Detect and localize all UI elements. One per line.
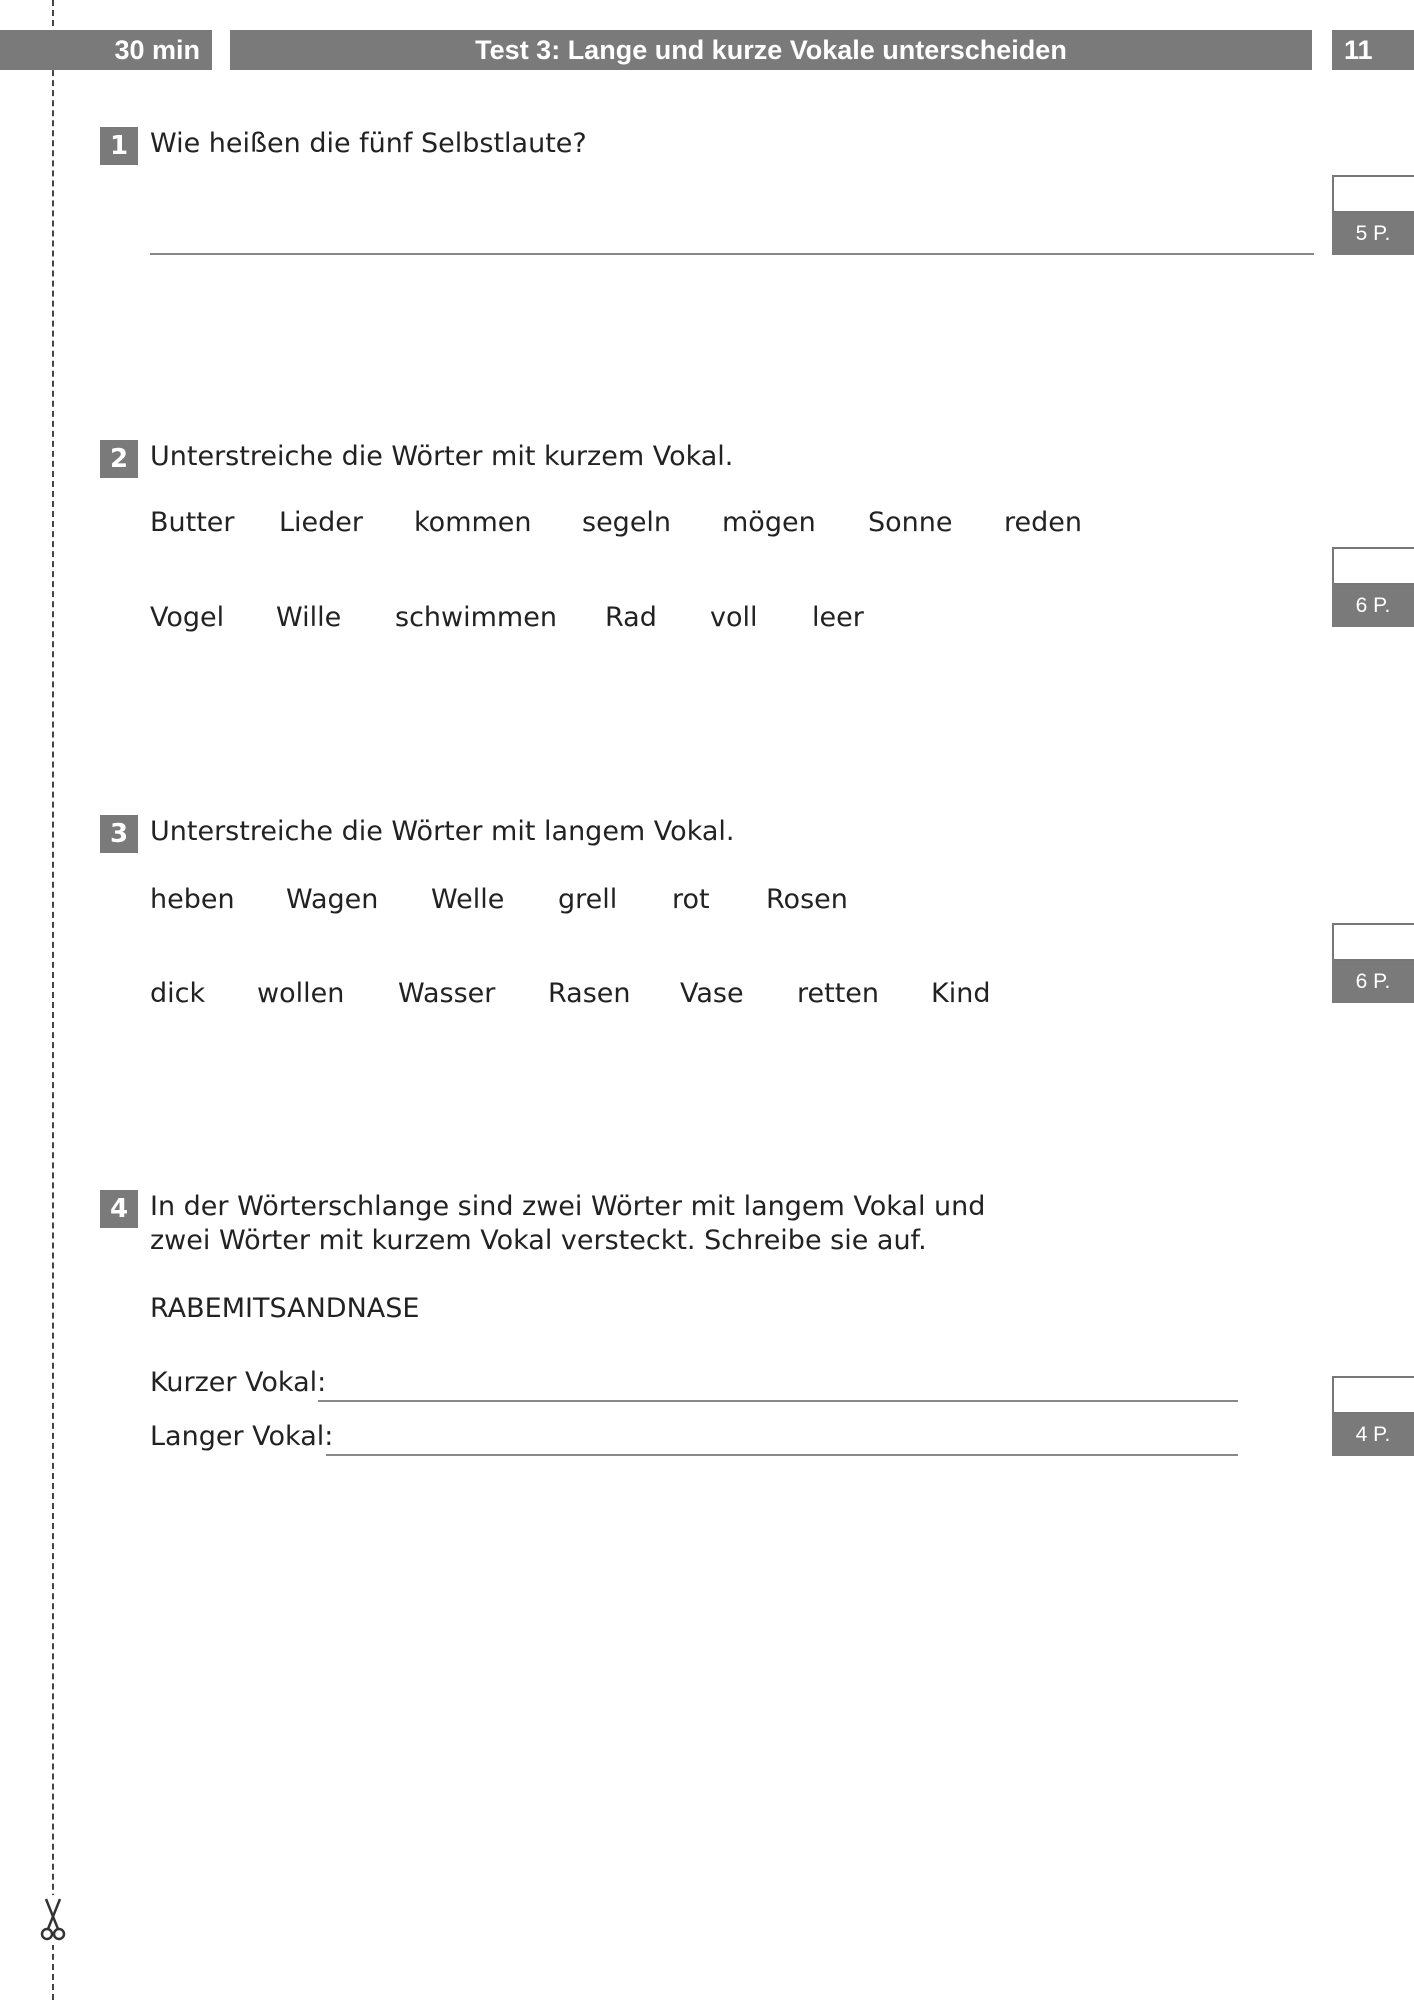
short-vowel-label: Kurzer Vokal: [150, 1367, 327, 1398]
task-3-score-box [1332, 923, 1414, 1003]
word[interactable]: leer [812, 602, 864, 633]
word[interactable]: rot [672, 884, 710, 915]
task-4-score-field[interactable] [1332, 1376, 1414, 1414]
word[interactable]: mögen [722, 507, 816, 538]
word[interactable]: heben [150, 884, 235, 915]
word[interactable]: Butter [150, 507, 235, 538]
task-3-text: Unterstreiche die Wörter mit langem Vokal. [150, 816, 735, 847]
word[interactable]: Lieder [279, 507, 364, 538]
long-vowel-answer-line[interactable] [326, 1454, 1238, 1456]
word[interactable]: reden [1004, 507, 1082, 538]
short-vowel-answer-line[interactable] [318, 1400, 1238, 1402]
task-1-score-box [1332, 175, 1414, 255]
task-1-points: 5 P. [1332, 213, 1414, 255]
word[interactable]: segeln [582, 507, 672, 538]
word[interactable]: Vase [680, 978, 744, 1009]
word[interactable]: voll [710, 602, 758, 633]
word[interactable]: Rasen [548, 978, 631, 1009]
word[interactable]: schwimmen [395, 602, 557, 633]
task-4-points: 4 P. [1332, 1414, 1414, 1456]
task-1-number: 1 [100, 127, 138, 165]
cut-line [52, 0, 54, 2000]
task-4-score-box [1332, 1376, 1414, 1456]
task-3-points: 6 P. [1332, 961, 1414, 1003]
task-4-text-line-1: In der Wörterschlange sind zwei Wörter mit langem Vokal und [150, 1191, 986, 1222]
word[interactable]: Welle [431, 884, 505, 915]
task-2-score-box [1332, 547, 1414, 627]
task-2-number: 2 [100, 440, 138, 478]
word[interactable]: Rosen [766, 884, 848, 915]
word[interactable]: retten [797, 978, 880, 1009]
word[interactable]: kommen [414, 507, 532, 538]
header-time: 30 min [0, 30, 212, 70]
header-page-number: 11 [1332, 30, 1414, 70]
word[interactable]: dick [150, 978, 206, 1009]
task-2-text: Unterstreiche die Wörter mit kurzem Vokal. [150, 441, 734, 472]
word[interactable]: wollen [257, 978, 345, 1009]
word[interactable]: Sonne [868, 507, 953, 538]
task-4-text-line-2: zwei Wörter mit kurzem Vokal versteckt. Schreibe sie auf. [150, 1225, 927, 1256]
scissors-icon [38, 1895, 68, 1945]
word[interactable]: Wille [276, 602, 342, 633]
long-vowel-label: Langer Vokal: [150, 1421, 334, 1452]
task-1-answer-line[interactable] [150, 253, 1314, 255]
task-1-text: Wie heißen die fünf Selbstlaute? [150, 128, 587, 159]
header-title: Test 3: Lange und kurze Vokale unterscheiden [230, 30, 1312, 70]
word[interactable]: Wagen [286, 884, 379, 915]
task-2-points: 6 P. [1332, 585, 1414, 627]
word[interactable]: Vogel [150, 602, 225, 633]
task-4-number: 4 [100, 1190, 138, 1228]
task-1-score-field[interactable] [1332, 175, 1414, 213]
word[interactable]: Kind [931, 978, 991, 1009]
task-2-score-field[interactable] [1332, 547, 1414, 585]
word[interactable]: grell [558, 884, 618, 915]
task-3-score-field[interactable] [1332, 923, 1414, 961]
word-snake: RABEMITSANDNASE [150, 1293, 420, 1324]
task-3-number: 3 [100, 815, 138, 853]
word[interactable]: Wasser [398, 978, 496, 1009]
word[interactable]: Rad [605, 602, 657, 633]
